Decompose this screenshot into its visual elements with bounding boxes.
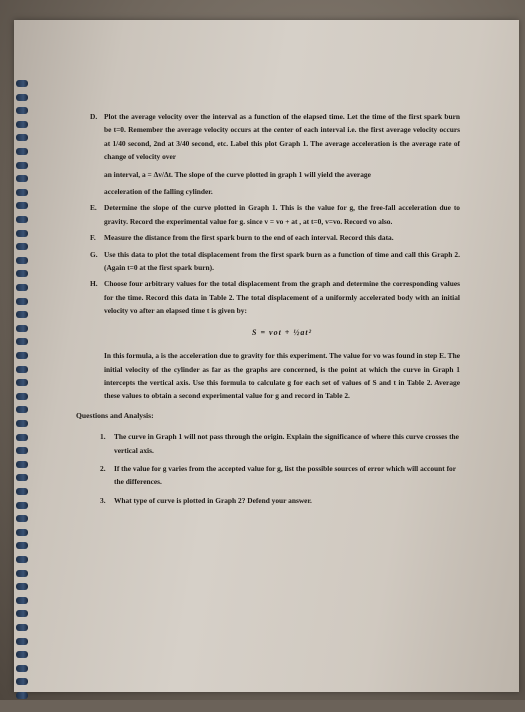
question-1 [90, 430, 460, 457]
question-text: The curve in Graph 1 will not pass through the origin. Explain the significance of where this curve crosses the vertical axis. [114, 432, 459, 455]
binding-ring [16, 488, 28, 495]
binding-ring [16, 162, 28, 169]
step-text: Plot the average velocity over the interval as a function of the elapsed time. Let the time of the first spark burn be t=0. Remember the average velocity occurs at the center of each interval i.e. the first average velocity occurs at 1/40 second, 2nd at 3/40 second, etc. Label this plot Graph 1. The average acceleration is the average rate of change of velocity over [104, 112, 460, 162]
step-text: Determine the slope of the curve plotted in Graph 1. This is the value for g, the free-fall acceleration due to gravity. Record the experimental value for g. since v = vo + at , at t=0, v=vo. Record vo also. [104, 203, 460, 226]
step-label: F. [90, 233, 96, 243]
question-text: What type of curve is plotted in Graph 2? Defend your answer. [114, 495, 312, 505]
binding-ring [16, 678, 28, 685]
binding-ring [16, 134, 28, 141]
binding-ring [16, 692, 28, 699]
question-text: If the value for g varies from the accepted value for g, list the possible sources of error which will account for the differences. [114, 463, 456, 487]
binding-ring [16, 94, 28, 101]
question-number: 1. [100, 432, 106, 442]
step-text: Use this data to plot the total displacement from the first spark burn as a function of time and call this Graph 2. (Again t=0 at the first spark burn). [104, 249, 460, 273]
binding-ring [16, 80, 28, 87]
step-f [90, 231, 460, 244]
binding-ring [16, 270, 28, 277]
binding-ring [16, 420, 28, 427]
binding-ring [16, 406, 28, 413]
binding-ring [16, 474, 28, 481]
binding-ring [16, 284, 28, 291]
step-label: H. [90, 279, 98, 289]
binding-ring [16, 175, 28, 182]
binding-ring [16, 107, 28, 114]
binding-ring [16, 638, 28, 645]
step-d [90, 110, 460, 198]
binding-ring [16, 570, 28, 577]
binding-ring [16, 379, 28, 386]
binding-ring [16, 216, 28, 223]
binding-ring [16, 352, 28, 359]
question-3 [90, 494, 460, 507]
step-h [90, 277, 460, 402]
step-text-3: acceleration of the falling cylinder. [104, 187, 213, 197]
step-text: Measure the distance from the first spark burn to the end of each interval. Record this data. [104, 233, 394, 243]
binding-ring [16, 542, 28, 549]
binding-ring [16, 502, 28, 509]
binding-ring [16, 189, 28, 196]
step-label: D. [90, 112, 98, 121]
binding-ring [16, 624, 28, 631]
binding-ring [16, 243, 28, 250]
binding-ring [16, 515, 28, 522]
binding-ring [16, 597, 28, 604]
binding-ring [16, 529, 28, 536]
step-label: E. [90, 203, 97, 213]
binding-ring [16, 298, 28, 305]
step-e [90, 201, 460, 228]
binding-ring [16, 121, 28, 128]
section-heading: Questions and Analysis: [76, 410, 154, 420]
step-label: G. [90, 249, 98, 259]
question-number: 3. [100, 495, 106, 505]
binding-ring [16, 665, 28, 672]
document-body [76, 110, 460, 512]
step-text-2: an interval, a = Δv/Δt. The slope of the curve plotted in graph 1 will yield the average [104, 169, 371, 179]
step-text: Choose four arbitrary values for the total displacement from the graph and determine the corresponding values for the time. Record this data in Table 2. The total displacement of a uniformly accelerated body with an initial velocity vo after an elapsed time t is given by: [104, 279, 460, 316]
binding-ring [16, 556, 28, 563]
question-2 [90, 462, 460, 489]
displacement-formula: S = vot + ½at² [252, 327, 312, 337]
binding-ring [16, 148, 28, 155]
binding-ring [16, 366, 28, 373]
formula-explanation: In this formula, a is the acceleration due to gravity for this experiment. The value for vo was found in step E. The initial velocity of the cylinder as far as the graphs are concerned, is the point at which the curve in Graph 1 intercepts the vertical axis. Use this formula to calculate g for each set of values of S and t in Table 2. Average these values to obtain a second experimental value for g and record in Table 2. [104, 351, 460, 401]
binding-ring [16, 583, 28, 590]
binding-ring [16, 202, 28, 209]
binding-ring [16, 434, 28, 441]
question-number: 2. [100, 463, 106, 473]
step-g [90, 248, 460, 275]
binding-ring [16, 338, 28, 345]
binding-ring [16, 257, 28, 264]
binding-ring [16, 461, 28, 468]
binding-ring [16, 311, 28, 318]
binding-ring [16, 230, 28, 237]
spiral-binding [14, 80, 30, 712]
binding-ring [16, 325, 28, 332]
binding-ring [16, 447, 28, 454]
binding-ring [16, 610, 28, 617]
binding-ring [16, 393, 28, 400]
binding-ring [16, 651, 28, 658]
